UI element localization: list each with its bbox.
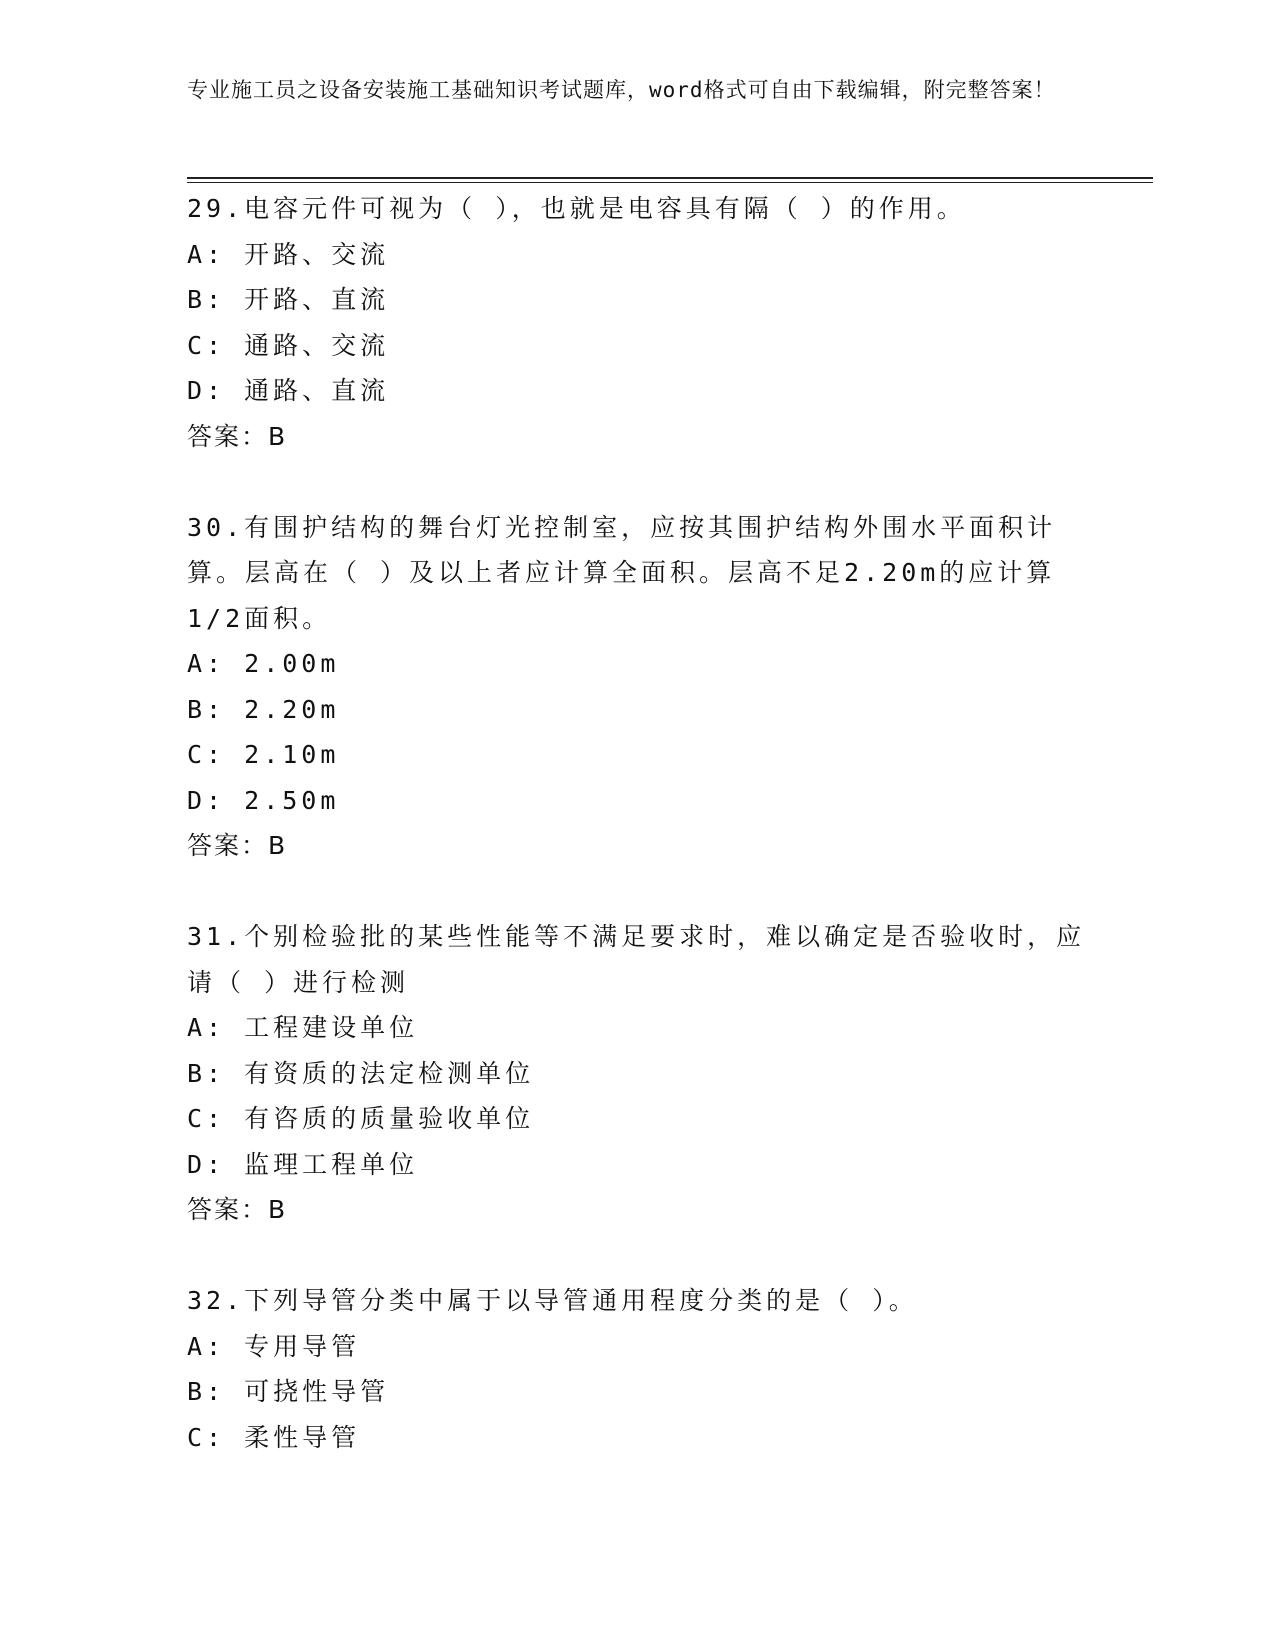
option-a: A: 开路、交流	[187, 239, 390, 269]
question-stem: 29.电容元件可视为（ ），也就是电容具有隔（ ）的作用。	[187, 194, 966, 223]
answer-line: 答案：B	[187, 831, 288, 860]
question-stem: 31.个别检验批的某些性能等不满足要求时，难以确定是否验收时，应请（ ）进行检测	[187, 922, 1086, 997]
option-c: C: 柔性导管	[187, 1422, 361, 1452]
question-list	[187, 186, 1087, 1460]
answer-line: 答案：B	[187, 1195, 288, 1224]
option-d: D: 通路、直流	[187, 376, 390, 405]
question-30	[187, 505, 1087, 869]
option-b: B: 可挠性导管	[187, 1377, 390, 1406]
question-32	[187, 1278, 1087, 1460]
header-divider-thin	[187, 182, 1153, 183]
question-29	[187, 186, 1087, 459]
document-header: 专业施工员之设备安装施工基础知识考试题库，word格式可自由下载编辑，附完整答案！	[187, 78, 1056, 102]
option-d: D: 2.50m	[187, 785, 340, 815]
option-b: B: 开路、直流	[187, 285, 390, 314]
option-a: A: 工程建设单位	[187, 1013, 419, 1042]
question-31	[187, 914, 1087, 1233]
option-c: C: 有咨质的质量验收单位	[187, 1104, 535, 1133]
option-a: A: 专用导管	[187, 1331, 361, 1361]
option-a: A: 2.00m	[187, 649, 340, 678]
question-stem: 30.有围护结构的舞台灯光控制室，应按其围护结构外围水平面积计算。层高在（ ）及以上者应计算全面积。层高不足2.20m的应计算1/2面积。	[187, 512, 1057, 633]
header-divider-thick	[187, 177, 1153, 179]
question-stem: 32.下列导管分类中属于以导管通用程度分类的是（ ）。	[187, 1286, 918, 1315]
answer-line: 答案：B	[187, 421, 288, 451]
option-b: B: 有资质的法定检测单位	[187, 1058, 535, 1088]
option-b: B: 2.20m	[187, 694, 340, 724]
option-c: C: 通路、交流	[187, 330, 390, 360]
option-d: D: 监理工程单位	[187, 1149, 419, 1179]
option-c: C: 2.10m	[187, 740, 340, 769]
